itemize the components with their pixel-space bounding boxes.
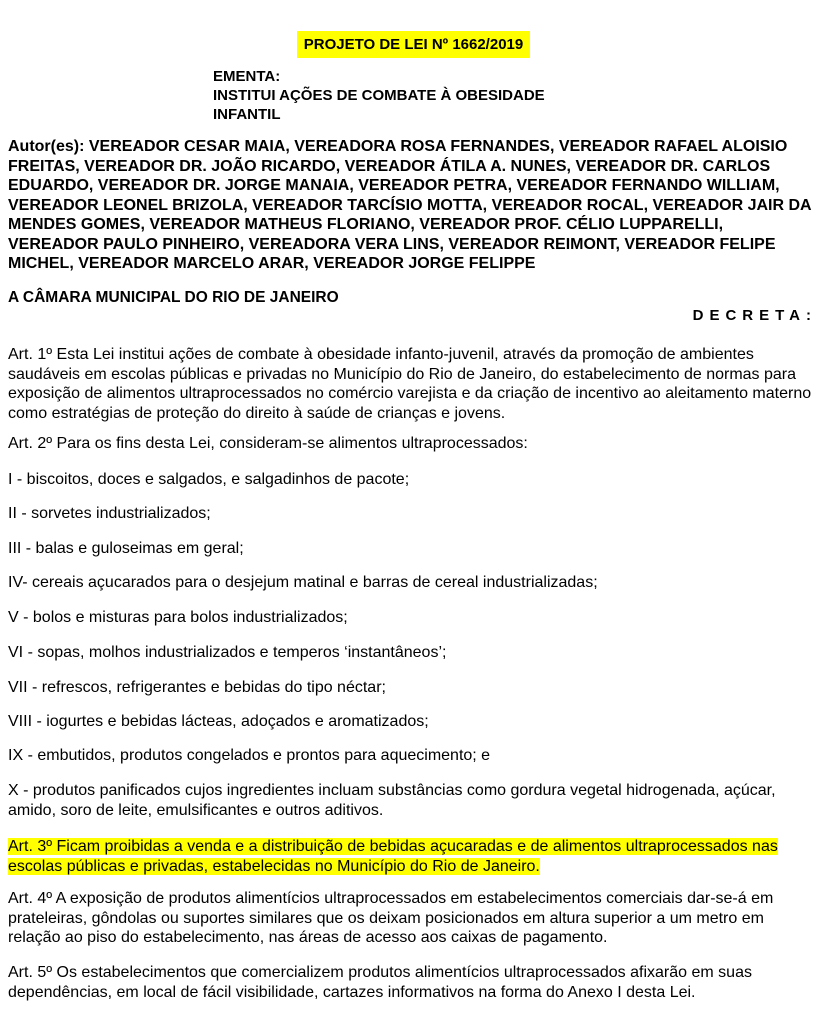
decreta-heading: DECRETA: [692, 307, 817, 324]
item-i: I - biscoitos, doces e salgados, e salgadinhos de pacote; [8, 471, 410, 488]
article-4: Art. 4º A exposição de produtos alimentícios ultraprocessados em estabelecimentos comerciais dar-se-á em prateleiras, gôndolas ou suportes similares que os deixam posicionados em altura superior a um metro em relação ao piso do estabelecimento, nas áreas de acesso aos caixas de pagamento. [8, 890, 774, 946]
bill-title: PROJETO DE LEI Nº 1662/2019 [297, 31, 530, 58]
ementa-label: EMENTA: [213, 68, 281, 85]
item-ix: IX - embutidos, produtos congelados e prontos para aquecimento; e [8, 747, 491, 764]
article-3-highlight: Art. 3º Ficam proibidas a venda e a distribuição de bebidas açucaradas e de alimentos ultraprocessados nas escolas públicas e privadas, estabelecidas no Município do Rio de Janeiro. [8, 838, 778, 875]
ementa-line-2: INFANTIL [213, 106, 281, 123]
item-iii: III - balas e guloseimas em geral; [8, 540, 244, 557]
item-x: X - produtos panificados cujos ingredientes incluam substâncias como gordura vegetal hidrogenada, açúcar, amido, soro de leite, emulsificantes e outros aditivos. [8, 782, 776, 819]
ementa-line-1: INSTITUI AÇÕES DE COMBATE À OBESIDADE [213, 87, 545, 104]
ementa-block [213, 67, 545, 124]
item-vi: VI - sopas, molhos industrializados e temperos ‘instantâneos’; [8, 644, 447, 661]
item-viii: VIII - iogurtes e bebidas lácteas, adoçados e aromatizados; [8, 713, 429, 730]
item-vii: VII - refrescos, refrigerantes e bebidas do tipo néctar; [8, 679, 386, 696]
title-wrap [0, 31, 827, 58]
item-iv: IV- cereais açucarados para o desjejum matinal e barras de cereal industrializadas; [8, 574, 598, 591]
article-2: Art. 2º Para os fins desta Lei, consideram-se alimentos ultraprocessados: [8, 435, 528, 452]
item-ii: II - sorvetes industrializados; [8, 505, 211, 522]
authors-paragraph: Autor(es): VEREADOR CESAR MAIA, VEREADORA ROSA FERNANDES, VEREADOR RAFAEL ALOISIO FREITAS, VEREADOR DR. JOÃO RICARDO, VEREADOR ÁTILA A. NUNES, VEREADOR DR. CARLOS EDUARDO, VEREADOR DR. JORGE MANAIA, VEREADOR PETRA, VEREADOR FERNANDO WILLIAM, VEREADOR LEONEL BRIZOLA, VEREADOR TARCÍSIO MOTTA, VEREADOR ROCAL, VEREADOR JAIR DA MENDES GOMES, VEREADOR MATHEUS FLORIANO, VEREADOR PROF. CÉLIO LUPPARELLI, VEREADOR PAULO PINHEIRO, VEREADORA VERA LINS, VEREADOR REIMONT, VEREADOR FELIPE MICHEL, VEREADOR MARCELO ARAR, VEREADOR JORGE FELIPPE [8, 138, 812, 272]
article-3 [8, 837, 818, 876]
chamber-heading: A CÂMARA MUNICIPAL DO RIO DE JANEIRO [8, 289, 339, 306]
article-1: Art. 1º Esta Lei institui ações de combate à obesidade infanto-juvenil, através da promoção de ambientes saudáveis em escolas públicas e privadas no Município do Rio de Janeiro, do estabelecimento de normas para exposição de alimentos ultraprocessados no comércio varejista e da criação de incentivo ao aleitamento materno como estratégias de proteção do direito à saúde de crianças e jovens. [8, 346, 812, 422]
item-v: V - bolos e misturas para bolos industrializados; [8, 609, 348, 626]
article-5: Art. 5º Os estabelecimentos que comercializem produtos alimentícios ultraprocessados afixarão em suas dependências, em local de fácil visibilidade, cartazes informativos na forma do Anexo I desta Lei. [8, 964, 752, 1001]
